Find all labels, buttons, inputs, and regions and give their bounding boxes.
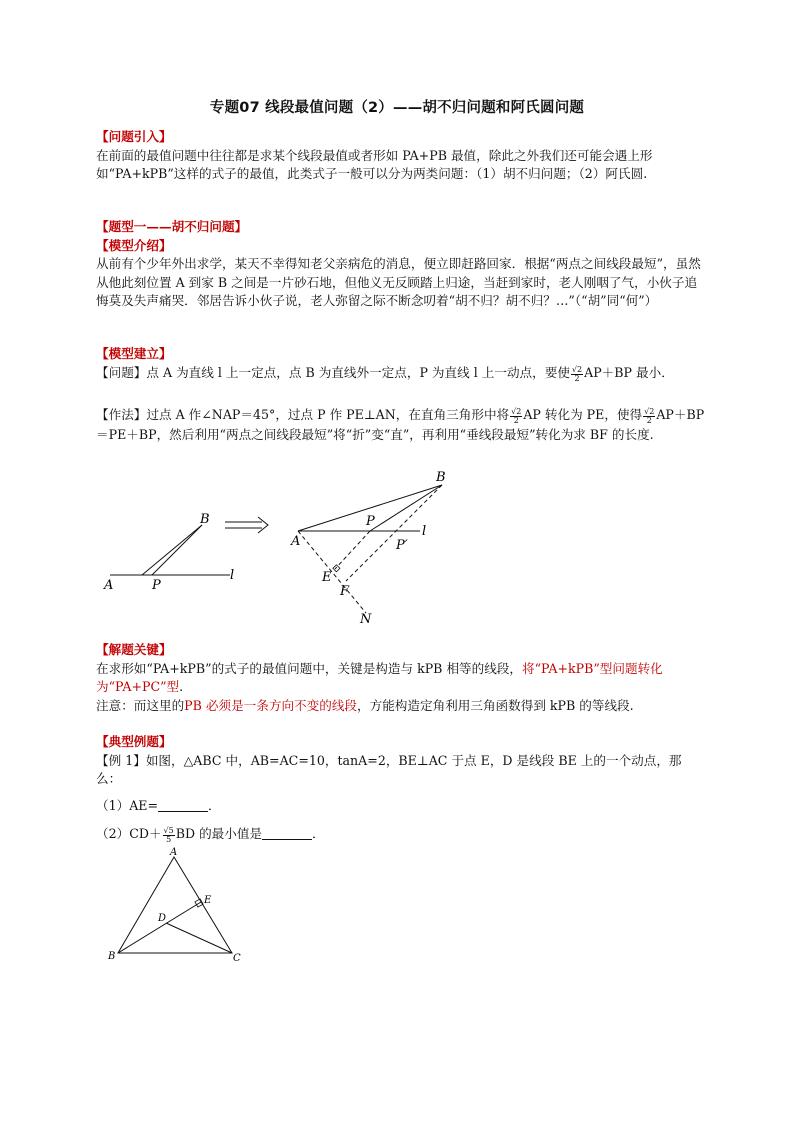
q1-text: （1）AE= [96,797,159,813]
question-2 [96,825,706,844]
key-note [96,697,706,716]
model-intro-heading: 【模型介绍】 [96,237,172,253]
fraction-sqrt2-over-2-c: $\frac{√2}{2}$ [644,407,655,425]
q2-blank [262,827,312,840]
arrow-icon [225,517,268,533]
intro-section [96,128,706,184]
method-label: 【作法】 [96,407,147,422]
fig3-label-d: D [158,913,167,924]
fig2-label-p: P [366,514,375,529]
story-text: 从前有个少年外出求学，某天不幸得知老父亲病危的消息，便立即赶路回家．根据“两点之间线段最短”，虽然从他此刻位置 A 到家 B 之间是一片砂石地，但他义无反顾踏上归途，当赶到家时，老人刚咽了气，小伙子追悔莫及失声痛哭．邻居告诉小伙子说，老人弥留之际不断念叨着“胡不归？胡不归？…”（“胡”同“何”） [96,256,701,308]
q2-text-a: （2）CD＋ [96,826,162,841]
figure-2 [290,470,446,625]
fig3-label-c: C [233,953,241,964]
fig1-label-a: A [104,578,114,593]
fraction-sqrt5-over-5: $\frac{√5}{5}$ [163,826,174,844]
example-label: 【例 1】 [96,752,146,768]
example-text: 如图，△ABC 中，AB=AC=10，tanA=2，BE⊥AC 于点 E，D 是线段 BE 上的一个动点，那么： [96,752,682,786]
note-text-highlight: PB 必须是一条方向不变的线段 [184,697,358,713]
fig1-label-b: B [200,512,210,527]
method-text-c: AP [656,407,674,422]
fig1-label-l: l [230,568,235,583]
q2-text-b: BD 的最小值是 [175,826,263,841]
example-heading: 【典型例题】 [96,734,172,749]
fig2-label-p-prime: P′ [396,538,408,553]
q2-end: ． [312,826,325,841]
fig3-label-e: E [204,895,212,906]
example-section [96,733,706,844]
intro-text: 在前面的最值问题中往往都是求某个线段最值或者形如 PA+PB 最值，除此之外我们还可能会遇上形如“PA+kPB”这样的式子的最值，此类式子一般可以分为两类问题：（1）胡不归问题；（2）阿氏圆. [96,147,653,181]
key-heading: 【解题关键】 [96,642,172,657]
fig2-label-f: F [340,584,350,599]
method-text-d: ＋BP＝PE＋BP，然后利用“两点之间线段最短”将“折”变“直”，再利用“垂线段最短”转化为求 BF 的长度. [96,407,705,442]
note-text-a: 注意：而这里的 [96,697,185,713]
page-title: 专题07 线段最值问题（2）——胡不归问题和阿氏圆问题 [209,100,585,116]
q1-blank [158,799,208,812]
fig3-label-a: A [170,847,178,858]
fig2-label-a: A [291,534,301,549]
key-line-1 [96,660,706,697]
problem-text-a: 点 A 为直线 l 上一定点，点 B 为直线外一定点，P 为直线 l 上一动点，要使 [146,364,570,380]
problem-text-b: AP＋BP 最小． [584,364,674,380]
method-section [96,405,706,444]
triangle-figure [100,845,260,970]
fig2-label-l: l [422,524,427,539]
fig2-label-e: E [322,570,332,585]
problem-line [96,364,706,383]
type1-heading: 【题型一——胡不归问题】 [96,219,248,234]
key-text-highlight: 将“PA+kPB”型问题转化为“PA+PC”型 [96,660,663,694]
method-text-b: AP 转化为 PE，使得 [523,407,643,422]
question-1 [96,797,706,816]
key-text-c: . [179,679,184,694]
type1-section [96,218,706,311]
key-text-a: 在求形如“PA+kPB”的式子的最值问题中，关键是构造与 kPB 相等的线段， [96,660,523,676]
model-heading: 【模型建立】 [96,346,172,361]
method-text-a: 过点 A 作∠NAP＝45°，过点 P 作 PE⊥AN，在直角三角形中将 [146,407,510,422]
note-text-c: ，方能构造定角利用三角函数得到 kPB 的等线段. [357,697,634,713]
problem-label: 【问题】 [96,364,147,380]
model-section [96,345,706,383]
fig2-label-n: N [360,612,372,625]
example-problem [96,752,706,789]
fraction-sqrt2-over-2-b: $\frac{√2}{2}$ [511,407,522,425]
fig1-label-p: P [152,578,161,593]
figure-1 [103,512,234,593]
huburgui-figures [90,465,490,625]
fraction-sqrt2-over-2: $\frac{√2}{2}$ [571,364,583,383]
q1-end: ． [208,797,221,813]
fig3-label-b: B [108,951,116,962]
intro-heading: 【问题引入】 [96,129,172,144]
key-section [96,641,706,715]
fig2-label-b: B [436,470,446,485]
